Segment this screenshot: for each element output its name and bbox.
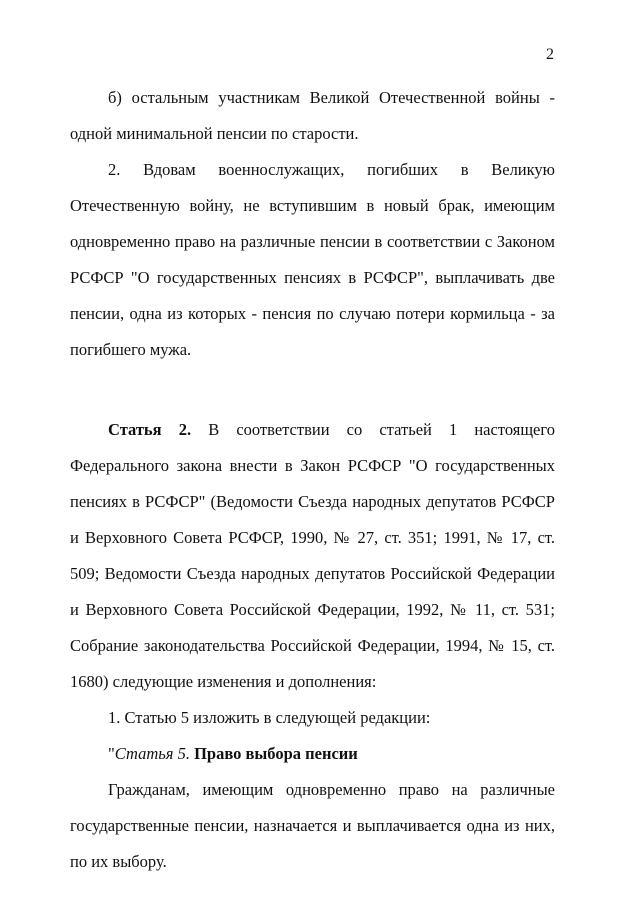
paragraph-1: б) остальным участникам Великой Отечественной войны - одной минимальной пенсии по старости.	[70, 88, 555, 143]
amendment-item-1: 1. Статью 5 изложить в следующей редакции:	[108, 708, 431, 727]
quoted-article-title: Право выбора пенсии	[189, 744, 358, 763]
open-quote: "	[108, 744, 115, 763]
article-2-paragraph	[70, 412, 555, 700]
paragraph-2: 2. Вдовам военнослужащих, погибших в Великую Отечественную войну, не вступившим в новый брак, имеющим одновременно право на различные пенсии в соответствии с Законом РСФСР "О государственных пенсиях в РСФСР", выплачивать две пенсии, одна из которых - пенсия по случаю потери кормильца - за погибшего мужа.	[70, 160, 555, 359]
quoted-article-label: Статья 5.	[114, 744, 190, 763]
article-2-text: В соответствии со статьей 1 настоящего Федерального закона внести в Закон РСФСР "О государственных пенсиях в РСФСР" (Ведомости Съезда народных депутатов РСФСР и Верховного Совета РСФСР, 1990, № 27, ст. 351; 1991, № 17, ст. 509; Ведомости Съезда народных депутатов Российской Федерации и Верховного Совета Российской Федерации, 1992, № 11, ст. 531; Собрание законодательства Российской Федерации, 1994, № 15, ст. 1680) следующие изменения и дополнения:	[70, 420, 555, 691]
page-number: 2	[546, 46, 554, 63]
article-2-heading: Статья 2.	[108, 420, 192, 439]
document-body	[70, 80, 555, 880]
final-paragraph: Гражданам, имеющим одновременно право на различные государственные пенсии, назначается и выплачивается одна из них, по их выбору.	[70, 780, 555, 871]
quoted-article-heading	[70, 736, 555, 772]
